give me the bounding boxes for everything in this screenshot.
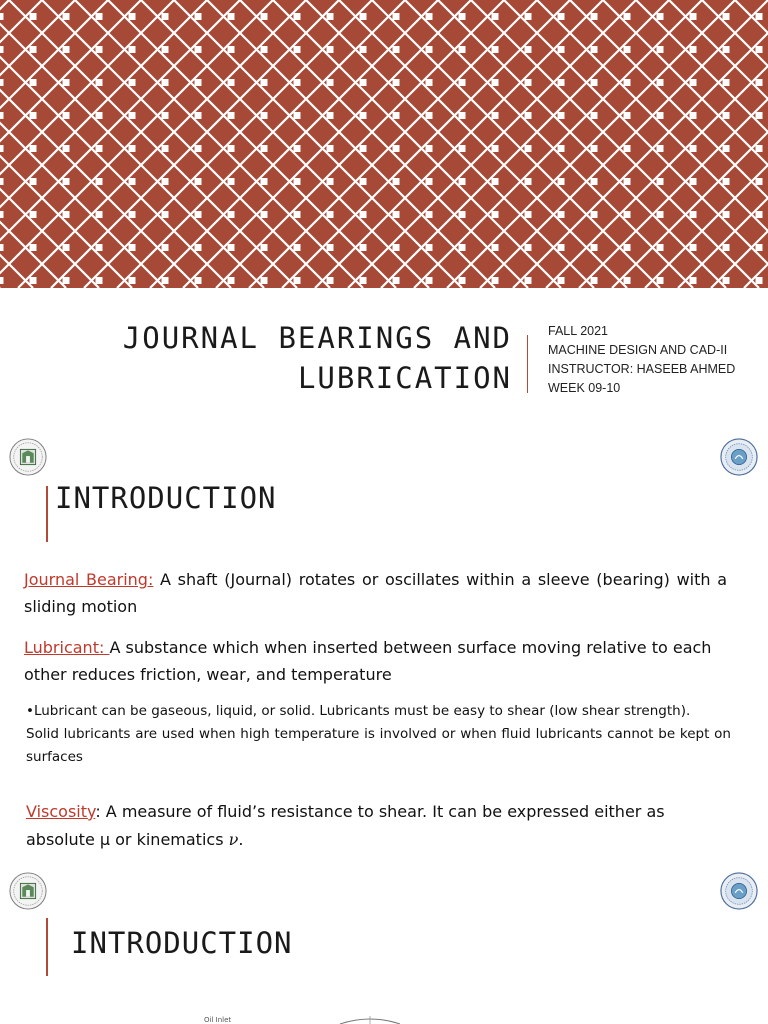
lubricant-note-1: •Lubricant can be gaseous, liquid, or solid. Lubricants must be easy to shear (low shear strength). [26,703,691,719]
viscosity-term: Viscosity [26,802,96,821]
journal-bearing-text: A shaft (Journal) rotates or oscillates within a sleeve (bearing) with a sliding motion [24,570,728,616]
journal-bearing-term: Journal Bearing: [24,570,154,589]
presentation-title [0,318,512,398]
decorative-pattern-banner [0,0,768,288]
title-divider [527,335,528,393]
course-meta [548,322,735,398]
meta-course: MACHINE DESIGN AND CAD-II [548,343,728,357]
lubricant-note-2: Solid lubricants are used when high temperature is involved or when fluid lubricants cannot be kept on surfaces [26,726,731,765]
title-line-1: JOURNAL BEARINGS AND [122,321,512,355]
journal-bearing-definition [24,566,727,620]
section-accent-bar [46,486,48,542]
meta-instructor: INSTRUCTOR: HASEEB AHMED [548,362,736,376]
institute-seal-icon [720,872,758,910]
bearing-diagram-peek [190,1008,550,1024]
institute-seal-icon [720,438,758,476]
lubricant-term: Lubricant: [24,638,110,657]
section-heading: INTRODUCTION [55,481,277,515]
section-heading: INTRODUCTION [71,926,293,960]
section-accent-bar [46,918,48,976]
viscosity-text: : A measure of fluid’s resistance to shear. It can be expressed either as absolute μ or kinematics [26,802,665,849]
university-crest-icon [9,872,47,910]
lubricant-text: A substance which when inserted between surface moving relative to each other reduces friction, wear, and temperature [24,638,712,684]
meta-week: WEEK 09-10 [548,381,621,395]
viscosity-end: . [238,830,244,849]
viscosity-definition [26,798,731,854]
university-crest-icon [9,438,47,476]
title-line-2: LUBRICATION [297,361,512,395]
kinematic-viscosity-symbol: ν [228,830,239,849]
lubricant-definition [24,634,727,688]
diagram-label: Oil Inlet [204,1016,232,1024]
meta-term: FALL 2021 [548,324,609,338]
lubricant-notes [26,700,731,769]
